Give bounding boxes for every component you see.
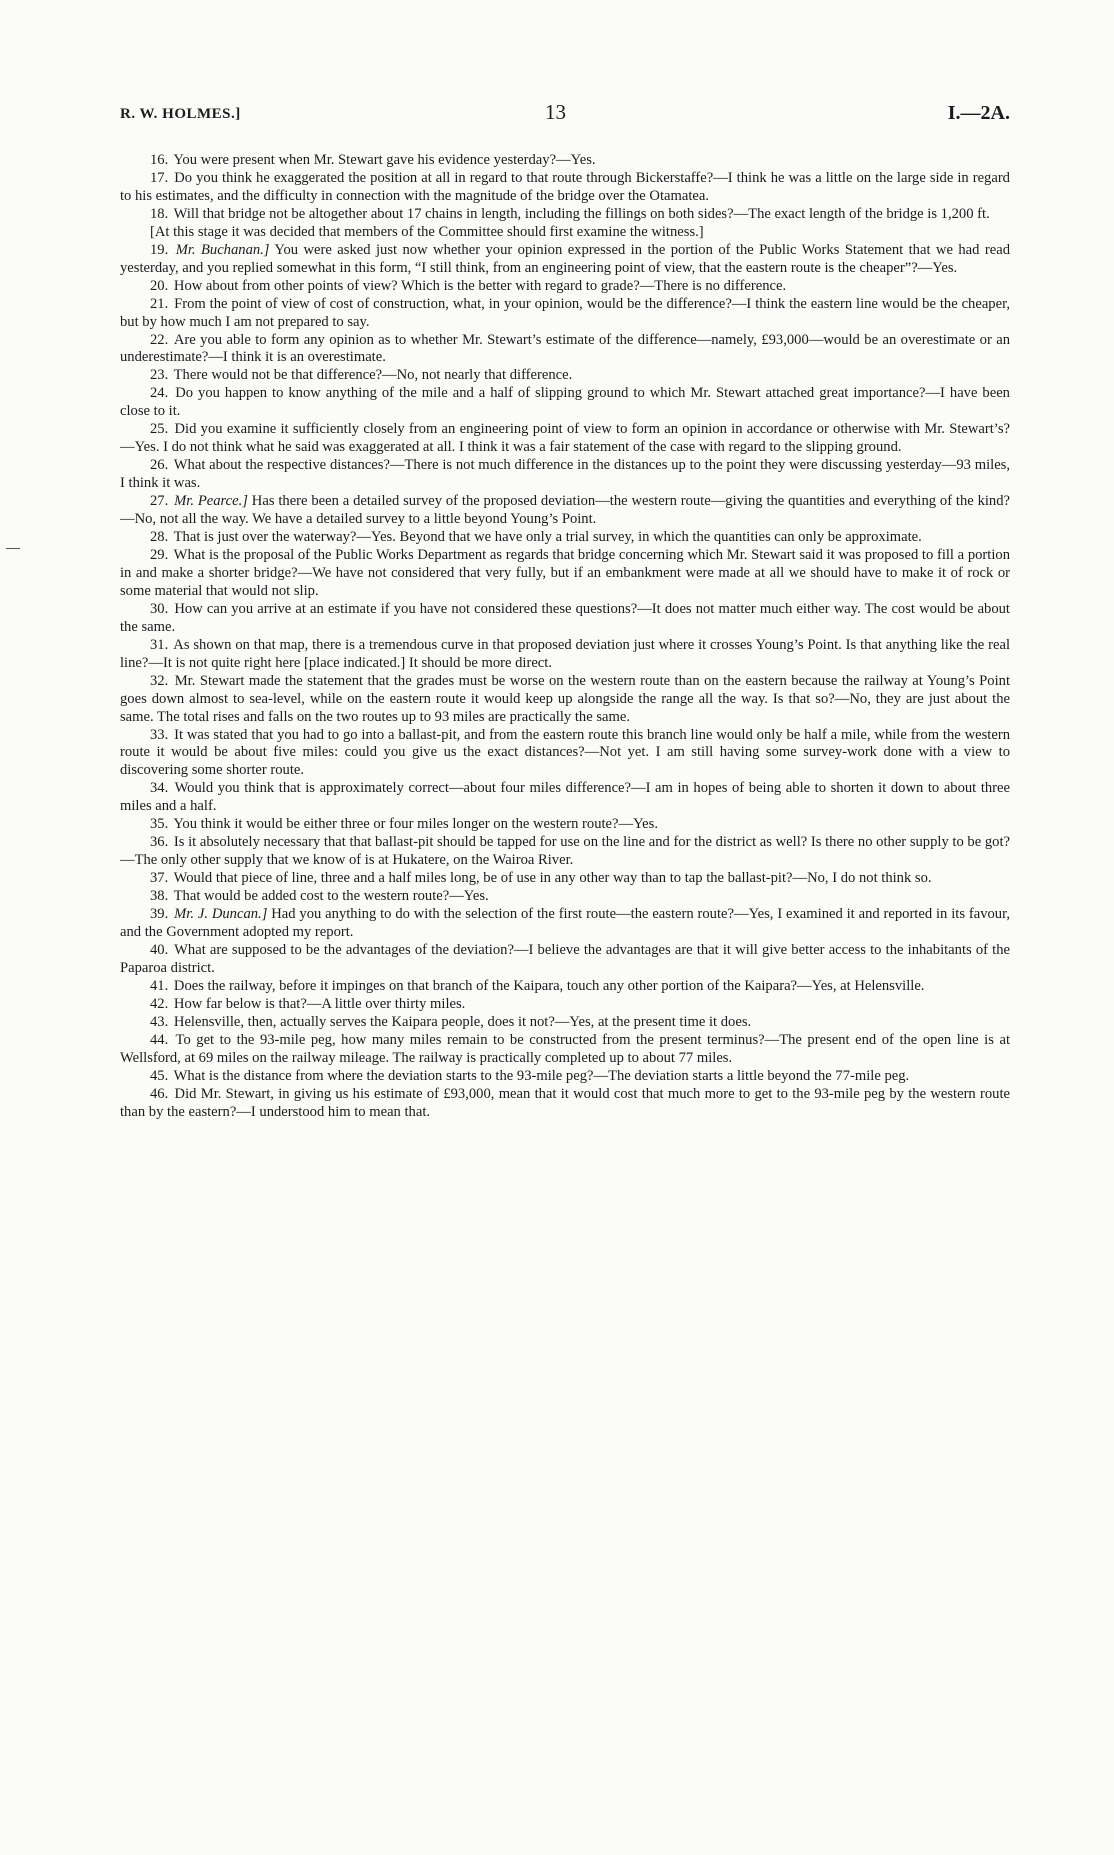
speaker-name: Mr. J. Duncan.]: [174, 906, 268, 923]
question-text: It was stated that you had to go into a ballast-pit, and from the eastern route this branch line would only be half a mile, while from the western route it would be about five miles: could you give us the exact distances?—Not yet. I am still having some survey-work done with a view to discovering some shorter route.: [120, 726, 1010, 779]
question-number: 28.: [150, 529, 169, 546]
question-paragraph: [120, 242, 1010, 278]
question-number: 35.: [150, 816, 169, 833]
question-paragraph: [120, 978, 1010, 996]
question-text: Are you able to form any opinion as to whether Mr. Stewart’s estimate of the difference—namely, £93,000—would be an overestimate or an underestimate?—I think it is an overestimate.: [120, 331, 1011, 366]
question-number: 43.: [150, 1013, 169, 1030]
question-paragraph: [120, 278, 1010, 296]
question-number: 17.: [150, 169, 169, 186]
question-paragraph: [120, 906, 1010, 942]
page: [120, 98, 1010, 1121]
question-paragraph: [120, 206, 1010, 224]
question-number: 34.: [150, 780, 169, 797]
question-text: What are supposed to be the advantages of the deviation?—I believe the advantages are that it will give better access to the inhabitants of the Paparoa district.: [120, 941, 1010, 976]
question-number: 24.: [150, 385, 169, 402]
question-text: How far below is that?—A little over thirty miles.: [173, 995, 466, 1012]
question-paragraph: [120, 170, 1010, 206]
question-paragraph: [120, 834, 1010, 870]
question-text: That is just over the waterway?—Yes. Beyond that we have only a trial survey, in which the quantities can only be approximate.: [173, 529, 922, 546]
question-paragraph: [120, 332, 1010, 368]
question-number: 23.: [150, 367, 169, 384]
question-text: Had you anything to do with the selection of the first route—the eastern route?—Yes, I examined it and reported in its favour, and the Government adopted my report.: [120, 906, 1011, 940]
question-paragraph: [120, 421, 1010, 457]
question-paragraph: [120, 996, 1010, 1014]
question-text: Is it absolutely necessary that that ballast-pit should be tapped for use on the line and for the district as well? Is there no other supply to be got?—The only other supply that we know of is at Hukatere, on the Wairoa River.: [120, 834, 1010, 869]
question-text: What about the respective distances?—There is not much difference in the distances up to the point they were discussing yesterday—93 miles, I think it was.: [120, 457, 1010, 492]
speaker-name: Mr. Buchanan.]: [175, 241, 270, 258]
question-number: 45.: [150, 1067, 169, 1084]
question-paragraph: [120, 870, 1010, 888]
question-number: 38.: [150, 888, 169, 905]
question-paragraph: [120, 673, 1010, 727]
question-number: 42.: [150, 995, 169, 1012]
question-text: [At this stage it was decided that members of the Committee should first examine the witness.]: [150, 223, 704, 240]
question-text: Will that bridge not be altogether about 17 chains in length, including the fillings on both sides?—The exact length of the bridge is 1,200 ft.: [173, 205, 990, 222]
question-paragraph: [120, 637, 1010, 673]
question-paragraph: [120, 1032, 1010, 1068]
evidence-text: [120, 152, 1010, 1121]
question-text: You think it would be either three or four miles longer on the western route?—Yes.: [173, 816, 658, 833]
question-number: 22.: [150, 331, 169, 348]
question-paragraph: [120, 816, 1010, 834]
question-paragraph: [120, 385, 1010, 421]
margin-mark: [6, 548, 20, 549]
question-paragraph: [120, 152, 1010, 170]
question-number: 37.: [150, 870, 169, 887]
question-number: 19.: [150, 241, 169, 258]
witness-name-header: R. W. HOLMES.]: [120, 106, 241, 122]
question-number: 16.: [150, 152, 169, 168]
question-paragraph: [120, 601, 1010, 637]
question-paragraph: [120, 296, 1010, 332]
document-reference: I.—2A.: [947, 102, 1010, 124]
question-text: What is the distance from where the deviation starts to the 93-mile peg?—The deviation starts a little beyond the 77-mile peg.: [173, 1067, 910, 1084]
question-number: 39.: [150, 906, 169, 923]
question-text: Did Mr. Stewart, in giving us his estimate of £93,000, mean that it would cost that much more to get to the 93-mile peg by the western route than by the eastern?—I understood him to mean that.: [120, 1085, 1010, 1120]
question-number: 21.: [150, 295, 169, 312]
page-header: [120, 98, 1010, 134]
question-text: Mr. Stewart made the statement that the grades must be worse on the western route than on the eastern because the railway at Young’s Point goes down almost to sea-level, while on the eastern route it would keep up alongside the range all the way. Is that so?—No, they are just about the same. The total rises and falls on the two routes up to 93 miles are practically the same.: [120, 672, 1010, 725]
question-text: Has there been a detailed survey of the proposed deviation—the western route—giving the quantities and everything of the kind?—No, not all the way. We have a detailed survey to a little beyond Young’s Point.: [120, 493, 1011, 528]
question-number: 20.: [150, 277, 169, 294]
speaker-name: Mr. Pearce.]: [174, 493, 248, 510]
question-paragraph: [120, 1014, 1010, 1032]
question-number: 27.: [150, 493, 169, 510]
question-paragraph: [120, 547, 1010, 601]
question-text: Did you examine it sufficiently closely from an engineering point of view to form an opinion in accordance or otherwise with Mr. Stewart’s?—Yes. I do not think what he said was exaggerated at all. I think it was a fair statement of the case with regard to the slipping ground.: [120, 421, 1010, 456]
question-number: 33.: [150, 726, 169, 743]
question-paragraph: [120, 888, 1010, 906]
question-text: Would that piece of line, three and a half miles long, be of use in any other way than to tap the ballast-pit?—No, I do not think so.: [173, 870, 932, 887]
page-number: 13: [545, 100, 566, 124]
question-text: You were asked just now whether your opinion expressed in the portion of the Public Works Statement that we had read yesterday, and you replied somewhat in this form, “I still think, from an engineering point of view, that the eastern route is the cheaper”?—Yes.: [120, 241, 1011, 276]
question-text: As shown on that map, there is a tremendous curve in that proposed deviation just where it crosses Young’s Point. Is that anything like the real line?—It is not quite right here [place indicated.] It should be more direct.: [120, 636, 1010, 671]
question-text: Do you think he exaggerated the position at all in regard to that route through Bickerstaffe?—I think he was a little on the large side in regard to his estimates, and the difficulty in connection with the magnitude of the bridge over the Otamatea.: [120, 169, 1010, 204]
question-number: 32.: [150, 672, 169, 689]
question-text: From the point of view of cost of construction, what, in your opinion, would be the difference?—I think the eastern line would be the cheaper, but by how much I am not prepared to say.: [120, 295, 1010, 330]
question-paragraph: [120, 1068, 1010, 1086]
question-paragraph: [120, 529, 1010, 547]
question-paragraph: [120, 780, 1010, 816]
question-paragraph: [120, 942, 1010, 978]
question-text: Do you happen to know anything of the mile and a half of slipping ground to which Mr. Stewart attached great importance?—I have been close to it.: [120, 385, 1010, 420]
question-number: 46.: [150, 1085, 169, 1102]
question-text: Does the railway, before it impinges on that branch of the Kaipara, touch any other portion of the Kaipara?—Yes, at Helensville.: [173, 977, 925, 994]
question-text: There would not be that difference?—No, not nearly that difference.: [173, 367, 573, 384]
question-paragraph: [120, 493, 1010, 529]
question-number: 30.: [150, 600, 169, 617]
question-text: What is the proposal of the Public Works Department as regards that bridge concerning which Mr. Stewart said it was proposed to fill a portion in and make a shorter bridge?—We have not considered that very fully, but if an embankment were made at all we should have to make it of rock or some material that would not slip.: [120, 546, 1010, 599]
question-text: Would you think that is approximately correct—about four miles difference?—I am in hopes of being able to shorten it down to about three miles and a half.: [120, 780, 1010, 815]
question-number: 40.: [150, 941, 169, 958]
question-number: 31.: [150, 636, 169, 653]
question-number: 29.: [150, 546, 169, 563]
question-paragraph: [120, 1086, 1010, 1122]
question-text: You were present when Mr. Stewart gave his evidence yesterday?—Yes.: [173, 152, 596, 168]
question-text: How about from other points of view? Which is the better with regard to grade?—There is no difference.: [173, 277, 787, 294]
question-text: To get to the 93-mile peg, how many miles remain to be constructed from the present terminus?—The present end of the open line is at Wellsford, at 69 miles on the railway mileage. The railway is practically completed up to about 77 miles.: [120, 1031, 1010, 1066]
question-paragraph: [120, 457, 1010, 493]
question-number: 25.: [150, 421, 169, 438]
question-text: Helensville, then, actually serves the Kaipara people, does it not?—Yes, at the present time it does.: [173, 1013, 752, 1030]
question-number: 36.: [150, 834, 169, 851]
question-number: 41.: [150, 977, 169, 994]
question-text: That would be added cost to the western route?—Yes.: [173, 888, 489, 905]
question-paragraph: [120, 727, 1010, 781]
question-text: How can you arrive at an estimate if you have not considered these questions?—It does not matter much either way. The cost would be about the same.: [120, 600, 1010, 635]
question-number: 44.: [150, 1031, 169, 1048]
question-paragraph: [120, 367, 1010, 385]
question-number: 26.: [150, 457, 169, 474]
question-paragraph: [120, 224, 1010, 242]
question-number: 18.: [150, 205, 169, 222]
